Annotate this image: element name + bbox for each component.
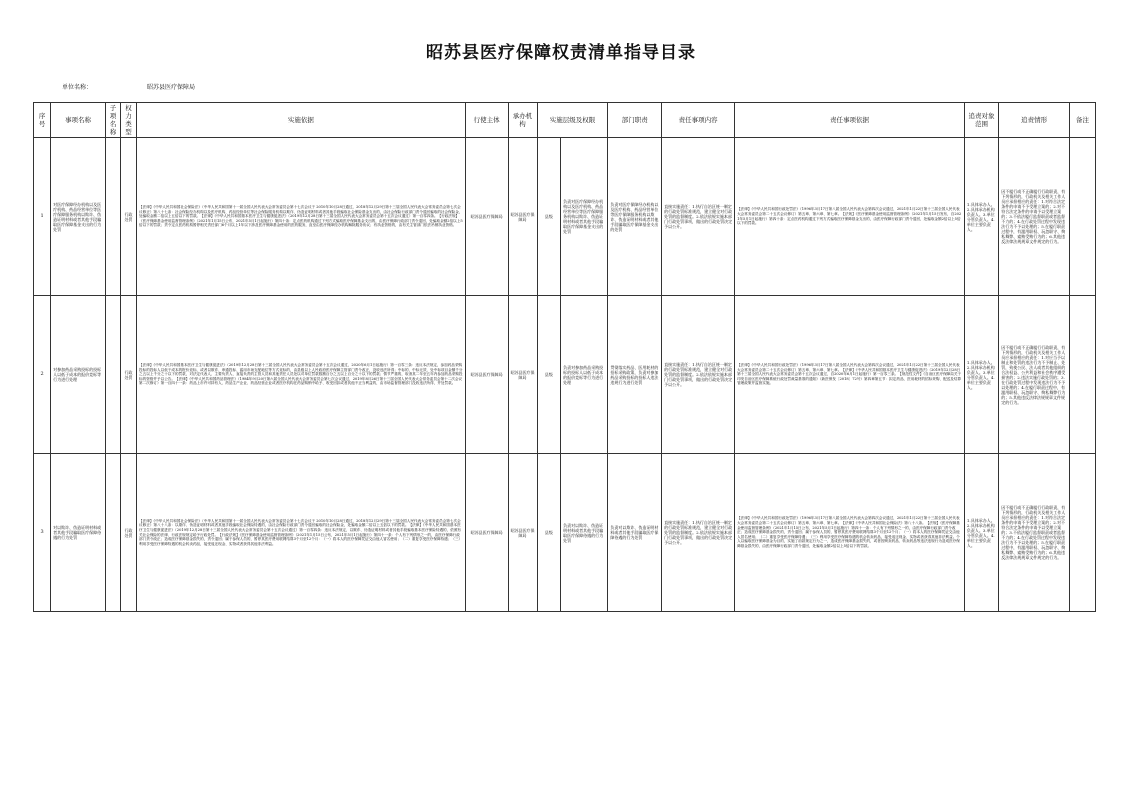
accountability-scope-cell: 1.具体承办人。2.具体承办机构负责人。3.单位分管负责人。4.单位主要负责人。 (964, 454, 998, 612)
level-detail-cell: 负责对医疗保障经办机构以及医疗机构、药品经营单位等医疗保障服务机构以欺诈、伪造证明材料或者其他手段骗取医疗保障基金支出的处罚 (561, 138, 608, 296)
power-type-cell: 行政处罚 (120, 296, 136, 454)
page-title: 昭苏县医疗保障权责清单指导目录 (426, 43, 696, 63)
header-cell: 实施依据 (137, 103, 466, 138)
unit-value: 昭苏县医疗保障局 (147, 84, 196, 91)
accountability-cases-cell: 因不履行或不正确履行行政职责，有下列情形的，行政机关及相关工作人员应承担相应的责任：1.对应当予以制止和处罚的违法行为不予制止、处罚，致使公民、法人或者其他组织的合法权益、公共利益和社会秩序遭受损害的；2.违法实施行政处罚的；3.在行政处罚过程中发现违法行为不予以处理的；4.在履行职责过程中，有滥用职权、玩忽职守、徇私舞弊行为的；5.其他违反法律法规规章文件规定的行为。 (999, 296, 1070, 454)
header-cell: 部门职责 (608, 103, 662, 138)
seq-cell: 3 (34, 454, 51, 612)
header-cell: 承办机构 (508, 103, 537, 138)
authority-table (33, 102, 1096, 612)
table-row (34, 454, 1096, 612)
department-duty-cell: 负责对医疗保障经办机构以及医疗机构、药品经营单位等医疗保障服务机构以欺诈、伪造证明材料或者其他手段骗取医疗保障基金支出的处罚 (608, 138, 662, 296)
item-name-cell: 对以欺诈、伪造证明材料或者其他手段骗取医疗保障待遇的行为处罚 (51, 454, 106, 612)
header-cell: 追责对象范围 (964, 103, 998, 138)
header-cell: 责任事项内容 (662, 103, 735, 138)
authority-body-cell: 昭苏县医疗保障局 (465, 296, 508, 454)
accountability-cases-cell: 因不履行或不正确履行行政职责，有下列情形的，行政机关及相关工作人员应承担相应的责任：1.对符合法定条件的申请不予受理立案的；2.对不符合法定条件的申请予以受理立案的；3.不依法履行监督职责或者监督不力的；4.在行政处罚过程中发现违法行为不予以处理的；5.在履行职责过程中，有滥用职权、玩忽职守、徇私舞弊、索贿受贿行为的；6.其他违反法律法规规章文件规定的行为。 (999, 138, 1070, 296)
header-cell: 责任事项依据 (735, 103, 965, 138)
header-cell: 权力类型 (120, 103, 136, 138)
responsibility-basis-cell: 【法律】《中华人民共和国行政处罚法》（1996年3月17日第八届全国人民代表大会第四次会议通过，2021年1月22日第十三届全国人民代表大会常务委员会第二十五次会议修订）第五章、第六章、第七章。【法律】《中华人民共和国社会保险法》第八十八条。【法规】《医疗保障基金使用监督管理条例》（2021年1月15日公布，2021年5月1日起施行）第四十一条：个人有下列情形之一的，由医疗保障行政部门责令改正；造成医疗保障基金损失的，责令退回；属于参保人员的，暂停其医疗费用联网结算3个月至12个月；（一）将本人的医疗保障凭证交由他人冒名使用；（二）重复享受医疗保障待遇；（三）利用享受医疗保障待遇的机会转卖药品，接受返还现金、实物或者获得其他非法利益。个人以骗取医疗保障基金为目的，实施了前款规定行为之一，造成医疗保障基金损失的，或者因贩卖药品、转卖药品等违法违规行为造成医疗保障基金损失的，由医疗保障行政部门责令退回，处骗取金额2倍以上5倍以下的罚款。 (735, 454, 965, 612)
unit-label: 单位名称： (62, 84, 93, 91)
level-cell: 县级 (537, 296, 561, 454)
item-name-cell: 对参加药品采购投标的投标人以低于成本的报价竞标等行为进行处理 (51, 296, 106, 454)
power-type-cell: 行政处罚 (120, 454, 136, 612)
level-detail-cell: 负责对参加药品采购投标的投标人以低于成本的报价竞标等行为进行处理 (561, 296, 608, 454)
note-cell (1070, 138, 1096, 296)
basis-cell: 【法律】《中华人民共和国社会保险法》（中华人民共和国第十一届全国人民代表大会常务委员会第十七次会议于 2010年10月28日通过，2018年12月29日第十三届全国人民代表大会常务委员会第七次会议修正）第八十八条：以欺诈、伪造证明材料或者其他手段骗取社会保险待遇的，由社会保险行政部门责令退回骗取的社会保险金，处骗取金额二倍以上五倍以下的罚款。【法律】《中华人民共和国基本医疗卫生与健康促进法》（2019年12月28日第十三届全国人民代表大会常务委员会第十五次会议通过）第一百零四条：违反本法规定，以欺诈、伪造证明材料或者其他手段骗取基本医疗保险待遇的，依照有关社会保险的法律、行政法规规定给予行政处罚。【行政法规】《医疗保障基金使用监督管理条例》（2021年1月15日公布，2021年5月1日起施行）第四十一条：个人有下列情形之一的，由医疗保障行政部门责令改正；造成医疗保障基金损失的，责令退回；属于参保人员的，暂停其医疗费用联网结算3个月至12个月：（一）将本人的医疗保障凭证交由他人冒名使用；（二）重复享受医疗保障待遇；（三）利用享受医疗保障待遇的机会转卖药品，接受返还现金、实物或者获得其他非法利益。 (137, 454, 466, 612)
responsibility-content-cell: 直接实施责任：1.执行自治区统一制定的行政处罚标准规范，建立健全对行政处罚的监督制度。2.依法依规实施本部门行政处罚事项，做出的行政处罚决定予以公开。 (662, 296, 735, 454)
responsibility-content-cell: 直接实施责任：1.执行自治区统一制定的行政处罚标准规范，建立健全对行政处罚的监督制度。2.依法依规实施本部门行政处罚事项，做出的行政处罚决定予以公开。 (662, 454, 735, 612)
header-cell: 序号 (34, 103, 51, 138)
sub-item-cell (105, 454, 120, 612)
sub-item-cell (105, 296, 120, 454)
table-row (34, 296, 1096, 454)
responsibility-basis-cell: 【法律】《中华人民共和国行政处罚法》（1996年3月17日第八届全国人民代表大会第四次会议通过，2021年1月22日第十三届全国人民代表大会常务委员会第二十五次会议修订）第五章、第六章、第七章。【法规】《医疗保障基金使用监督管理条例》（2021年1月15日发布，自2021年5月1日起施行）第四十条：定点医药机构通过下列方式骗取医疗保障基金支出的，由医疗保障行政部门责令退回，处骗取金额2倍以上5倍以下的罚款。 (735, 138, 965, 296)
table-row (34, 138, 1096, 296)
authority-body-cell: 昭苏县医疗保障局 (465, 138, 508, 296)
seq-cell: 2 (34, 296, 51, 454)
accountability-cases-cell: 因不履行或不正确履行行政职责，有下列情形的，行政机关及相关工作人员应承担相应的责任：1.对符合法定条件的申请不予受理立案的；2.对不符合法定条件的申请予以受理立案的；3.不依法履行监督职责或者监督不力的；4.在行政处罚过程中发现违法行为不予以处理的；5.在履行职责过程中，有滥用职权、玩忽职守、徇私舞弊、索贿受贿行为的；6.其他违反法律法规规章文件规定的行为。 (999, 454, 1070, 612)
level-detail-cell: 负责对以欺诈、伪造证明材料或者其他手段骗取医疗保障待遇的行为处罚 (561, 454, 608, 612)
department-duty-cell: 贯彻落实药品、医用耗材的招标采购政策，负责对参加药品采购投标的投标人违法违规行为进行处罚 (608, 296, 662, 454)
level-cell: 县级 (537, 454, 561, 612)
level-cell: 县级 (537, 138, 561, 296)
header-cell: 备注 (1070, 103, 1096, 138)
note-cell (1070, 296, 1096, 454)
authority-body-cell: 昭苏县医疗保障局 (465, 454, 508, 612)
handling-org-cell: 昭苏县医疗保障局 (508, 296, 537, 454)
header-cell: 子项名称 (105, 103, 120, 138)
power-type-cell: 行政处罚 (120, 138, 136, 296)
basis-cell: 【法律】《中华人民共和国基本医疗卫生与健康促进法》（2019年12月28日第十三届全国人民代表大会常务委员会第十五次会议通过，2020年6月1日起施行）第一百零三条：违反本法规定，参加药品采购投标的投标人以低于成本的报价竞标，或者以欺诈、串通投标、滥用市场支配地位等方式竞标的，由县级以上人民政府医疗保障主管部门责令改正，没收违法所得；中标的，中标无效，处中标项目金额千分之五以上千分之十以下的罚款，对法定代表人、主要负责人、直接负责的主管人员和其他责任人员处以对单位罚款数额百分之五以上百分之十以下的罚款；情节严重的，取消其二年至五年内参加药品采购投标的资格并予以公告。【法律】《中华人民共和国药品管理法》（1984年9月20日第六届全国人民代表大会常务委员会第七次会议通过，2019年8月26日第十三届全国人民代表大会常务委员会第十二次会议第二次修订）第一百四十一条：药品上市许可持有人、药品生产企业、药品经营企业或者医疗机构在药品购销中给予、收受回扣或者其他不正当利益的，由市场监督管理部门没收违法所得，并处罚款。 (137, 296, 466, 454)
item-name-cell: 对医疗保障经办机构以及医疗机构、药品经营单位等医疗保障服务机构以欺诈、伪造证明材料或者其他手段骗取医疗保障基金支出的行为处罚 (51, 138, 106, 296)
note-cell (1070, 454, 1096, 612)
responsibility-basis-cell: 【法律】《中华人民共和国行政处罚法》（1996年3月17日第八届全国人民代表大会第四次会议通过，2021年1月22日第十三届全国人民代表大会常务委员会第二十五次会议修订）第五章、第六章、第七章。【法律】《中华人民共和国基本医疗卫生与健康促进法》（2019年12月28日第十三届全国人民代表大会常务委员会第十五次会议通过，自2020年6月1日起施行）第一百零三条。【规范性文件】《自治区医疗保障局关于印发自治区医疗保障系统行政处罚裁量基准的通知》（新医保发〔2018〕72号）第四章第五节：拟定药品、医用耗材的招标采购、配送及结算管理政策并监督实施。 (735, 296, 965, 454)
department-duty-cell: 负责对以欺诈、伪造证明材料或者其他手段骗取医疗保障待遇的行为处罚 (608, 454, 662, 612)
handling-org-cell: 昭苏县医疗保障局 (508, 138, 537, 296)
handling-org-cell: 昭苏县医疗保障局 (508, 454, 537, 612)
accountability-scope-cell: 1.具体承办人。2.具体承办机构负责人。3.单位分管负责人。4.单位主要负责人。 (964, 296, 998, 454)
accountability-scope-cell: 1.具体承办人。2.具体承办机构负责人。3.单位分管负责人。4.单位主要负责人。 (964, 138, 998, 296)
header-cell: 追责情形 (999, 103, 1070, 138)
table-header-row (34, 103, 1096, 138)
sub-item-cell (105, 138, 120, 296)
seq-cell: 1 (34, 138, 51, 296)
basis-cell: 【法律】《中华人民共和国社会保险法》（中华人民共和国第十一届全国人民代表大会常务委员会第十七次会议于 2010年10月28日通过，2018年12月29日第十三届全国人民代表大会常务委员会第七次会议修正）第八十七条：社会保险经办机构以及医疗机构、药品经营单位等社会保险服务机构以欺诈、伪造证明材料或者其他手段骗取社会保险基金支出的，由社会保险行政部门责令退回骗取的社会保险金，处骗取金额二倍以上五倍以下的罚款。【法律】《中华人民共和国基本医疗卫生与健康促进法》（2019年12月28日第十三届全国人民代表大会常务委员会第十五次会议通过）第一百零四条。【行政法规】《医疗保障基金使用监督管理条例》（2021年1月15日公布，2021年5月1日起施行）第四十条：定点医药机构通过下列方式骗取医疗保障基金支出的，由医疗保障行政部门责令退回，处骗取金额2倍以上5倍以下的罚款；责令定点医药机构暂停相关责任部门6个月以上1年以下涉及医疗保障基金使用的医药服务，直至由医疗保障经办机构解除服务协议；有执业资格的，由有关主管部门依法吊销执业资格。 (137, 138, 466, 296)
header-cell: 事项名称 (51, 103, 106, 138)
header-cell: 行使主体 (465, 103, 508, 138)
responsibility-content-cell: 直接实施责任：1.执行自治区统一制定的行政处罚标准规范，建立健全对行政处罚的监督制度。2.依法依规实施本部门行政处罚事项，做出的行政处罚决定予以公开。 (662, 138, 735, 296)
header-cell: 实施层级及权限 (537, 103, 608, 138)
